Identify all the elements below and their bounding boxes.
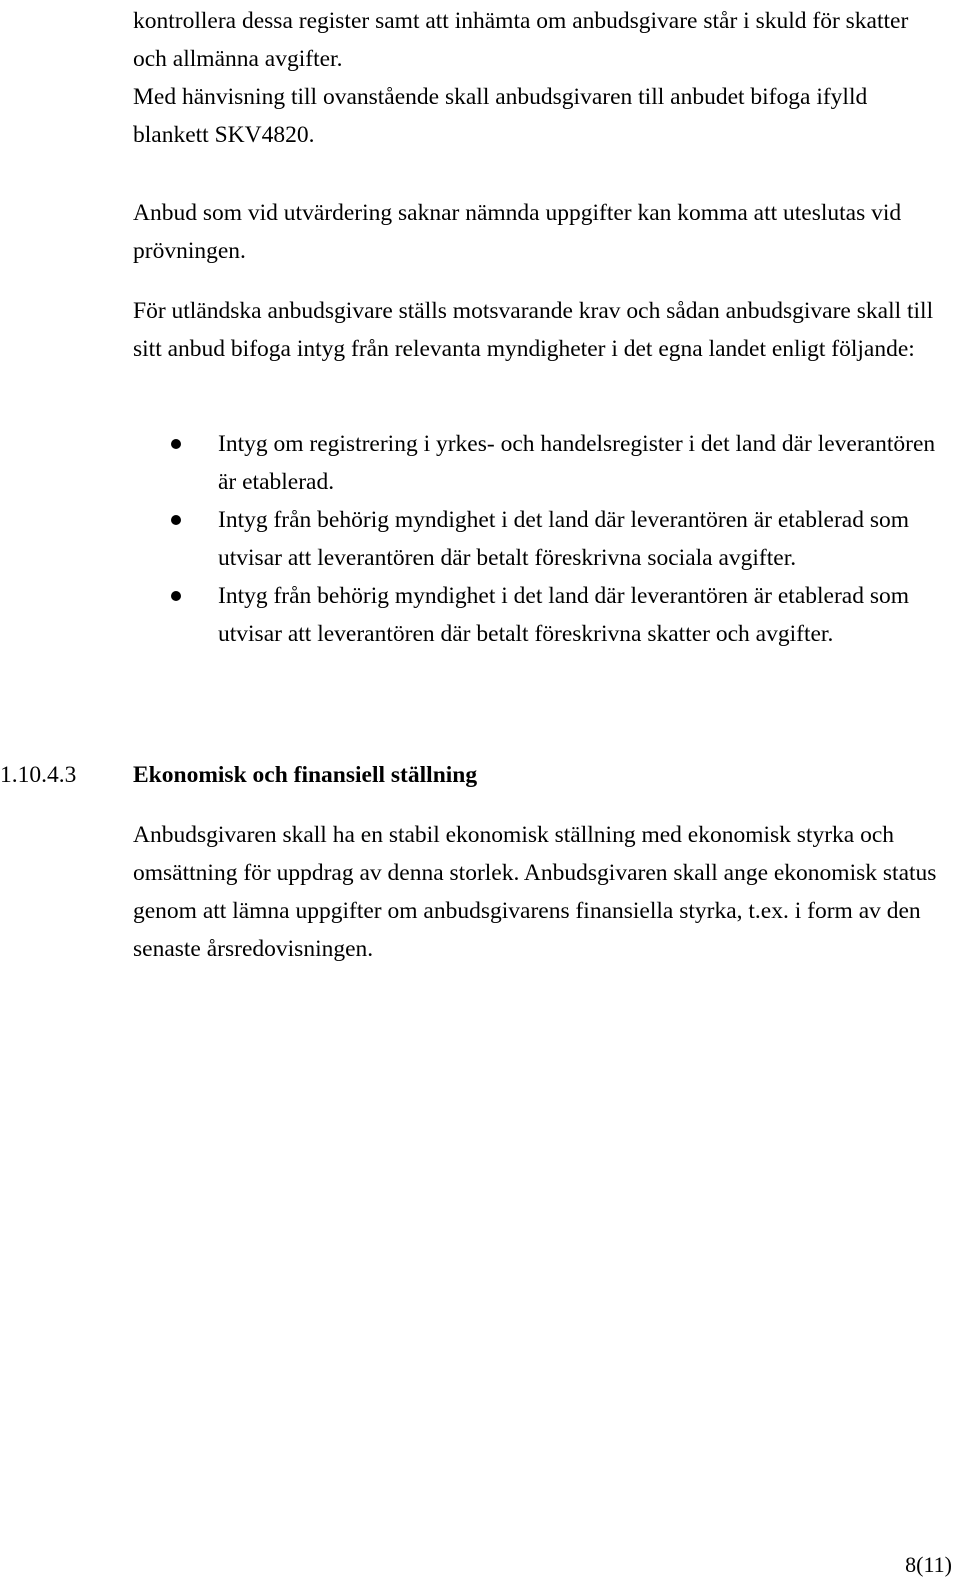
list-item-text: Intyg från behörig myndighet i det land där leverantören är etablerad som utvisar att leverantören där betalt föreskrivna skatter och avgifter. — [218, 583, 910, 647]
list-item — [133, 501, 943, 577]
list-item-text: Intyg från behörig myndighet i det land där leverantören är etablerad som utvisar att leverantören där betalt föreskrivna sociala avgifter. — [218, 507, 910, 571]
list-item — [133, 577, 943, 653]
certificate-list — [133, 425, 943, 653]
paragraph-exclusion: Anbud som vid utvärdering saknar nämnda uppgifter kan komma att uteslutas vid prövningen. — [133, 200, 902, 264]
paragraph-financial-standing: Anbudsgivaren skall ha en stabil ekonomisk ställning med ekonomisk styrka och omsättning för uppdrag av denna storlek. Anbudsgivaren skall ange ekonomisk status genom att lämna uppgifter om anbudsgivarens finansiella styrka, t.ex. i form av den senaste årsredovisningen. — [133, 822, 937, 962]
section-title: Ekonomisk och finansiell ställning — [133, 762, 478, 788]
bullet-icon — [171, 515, 181, 525]
paragraph-tax-registers: kontrollera dessa register samt att inhämta om anbudsgivare står i skuld för skatter och allmänna avgifter. — [133, 8, 909, 72]
bullet-icon — [171, 439, 181, 449]
bullet-icon — [171, 591, 181, 601]
list-item — [133, 425, 943, 501]
paragraph-skv4820: Med hänvisning till ovanstående skall anbudsgivaren till anbudet bifoga ifylld blankett SKV4820. — [133, 84, 868, 148]
paragraph-foreign-bidders: För utländska anbudsgivare ställs motsvarande krav och sådan anbudsgivare skall till sitt anbud bifoga intyg från relevanta myndigheter i det egna landet enligt följande: — [133, 298, 934, 362]
list-item-text: Intyg om registrering i yrkes- och handelsregister i det land där leverantören är etablerad. — [218, 431, 936, 495]
page-number: 8(11) — [905, 1552, 952, 1577]
section-number: 1.10.4.3 — [0, 762, 77, 788]
